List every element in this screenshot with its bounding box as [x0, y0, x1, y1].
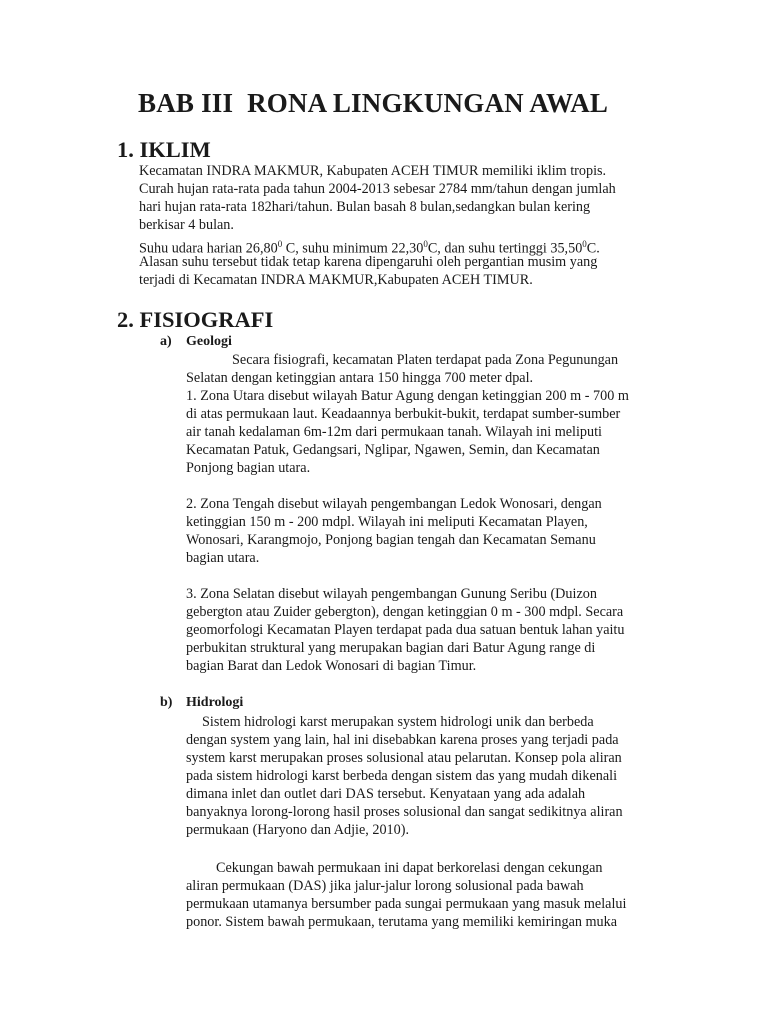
section-heading-iklim: 1. IKLIM — [117, 137, 211, 162]
paragraph-line: dimana inlet dan outlet dari DAS tersebut. Kenyataan yang ada adalah — [186, 786, 586, 802]
paragraph-line: Kecamatan Patuk, Gedangsari, Nglipar, Ngawen, Semin, dan Kecamatan — [186, 442, 600, 458]
paragraph-line: Cekungan bawah permukaan ini dapat berkorelasi dengan cekungan — [216, 860, 603, 876]
paragraph-line: Sistem hidrologi karst merupakan system hidrologi unik dan berbeda — [202, 714, 594, 730]
paragraph-line: perbukitan struktural yang merupakan bagian dari Batur Agung range di — [186, 640, 596, 656]
list-marker: b) — [160, 695, 173, 710]
subheading-label: Geologi — [186, 334, 232, 349]
paragraph-line: dengan system yang lain, hal ini disebabkan karena proses yang terjadi pada — [186, 732, 619, 748]
paragraph-line: bagian utara. — [186, 550, 260, 566]
paragraph-line: permukaan (Haryono dan Adjie, 2010). — [186, 822, 409, 838]
paragraph-line: Wonosari, Karangmojo, Ponjong bagian tengah dan Kecamatan Semanu — [186, 532, 596, 548]
chapter-title: BAB III RONA LINGKUNGAN AWAL — [138, 88, 609, 118]
temperature-text: C. — [586, 240, 600, 257]
paragraph-line: berkisar 4 bulan. — [139, 217, 234, 233]
paragraph-line: geomorfologi Kecamatan Playen terdapat pada dua satuan bentuk lahan yaitu — [186, 622, 625, 638]
paragraph-line: Alasan suhu tersebut tidak tetap karena dipengaruhi oleh pergantian musim yang — [139, 254, 598, 270]
temperature-text: C, suhu minimum 22,30 — [282, 240, 424, 257]
paragraph-line: di atas permukaan laut. Keadaannya berbukit-bukit, terdapat sumber-sumber — [186, 406, 621, 422]
paragraph-line: bagian Barat dan Ledok Wonosari di bagian Timur. — [186, 658, 477, 674]
paragraph-line: 1. Zona Utara disebut wilayah Batur Agung dengan ketinggian 200 m - 700 m — [186, 388, 629, 404]
paragraph-line: Curah hujan rata-rata pada tahun 2004-2013 sebesar 2784 mm/tahun dengan jumlah — [139, 181, 616, 197]
degree-superscript: 0 — [423, 239, 428, 249]
temperature-text: C, dan suhu tertinggi 35,50 — [427, 240, 583, 257]
subheading-hidrologi — [160, 695, 243, 711]
paragraph-line: Secara fisiografi, kecamatan Platen terdapat pada Zona Pegunungan — [232, 352, 619, 368]
paragraph-line: system karst merupakan proses solusional atau pelarutan. Konsep pola aliran — [186, 750, 622, 766]
subheading-label: Hidrologi — [186, 695, 244, 710]
paragraph-line: ponor. Sistem bawah permukaan, terutama yang memiliki kemiringan muka — [186, 914, 618, 930]
degree-superscript: 0 — [582, 239, 587, 249]
paragraph-line: Kecamatan INDRA MAKMUR, Kabupaten ACEH TIMUR memiliki iklim tropis. — [139, 163, 607, 179]
paragraph-line: permukaan utamanya bersumber pada sungai permukaan yang masuk melalui — [186, 896, 627, 912]
paragraph-line: hari hujan rata-rata 182hari/tahun. Bulan basah 8 bulan,sedangkan bulan kering — [139, 199, 591, 215]
paragraph-line: Ponjong bagian utara. — [186, 460, 311, 476]
subheading-geologi — [160, 334, 232, 350]
paragraph-line: gebergton atau Zuider gebergton), dengan ketinggian 0 m - 300 mdpl. Secara — [186, 604, 624, 620]
paragraph-line: terjadi di Kecamatan INDRA MAKMUR,Kabupaten ACEH TIMUR. — [139, 272, 533, 288]
list-marker: a) — [160, 334, 172, 349]
paragraph-line: aliran permukaan (DAS) jika jalur-jalur lorong solusional pada bawah — [186, 878, 584, 894]
paragraph-line: 2. Zona Tengah disebut wilayah pengembangan Ledok Wonosari, dengan — [186, 496, 602, 512]
paragraph-line: air tanah kedalaman 6m-12m dari permukaan tanah. Wilayah ini meliputi — [186, 424, 602, 440]
paragraph-line: ketinggian 150 m - 200 mdpl. Wilayah ini meliputi Kecamatan Playen, — [186, 514, 588, 530]
paragraph-line: pada sistem hidrologi karst berbeda dengan sistem das yang mudah dikenali — [186, 768, 618, 784]
paragraph-line: Selatan dengan ketinggian antara 150 hingga 700 meter dpal. — [186, 370, 534, 386]
section-heading-fisiografi: 2. FISIOGRAFI — [117, 307, 274, 332]
paragraph-line: 3. Zona Selatan disebut wilayah pengembangan Gunung Seribu (Duizon — [186, 586, 597, 602]
temperature-text: Suhu udara harian 26,80 — [139, 240, 278, 257]
degree-superscript: 0 — [277, 239, 283, 249]
paragraph-line: banyaknya lorong-lorong hasil proses solusional dan sangat sedikitnya aliran — [186, 804, 623, 820]
